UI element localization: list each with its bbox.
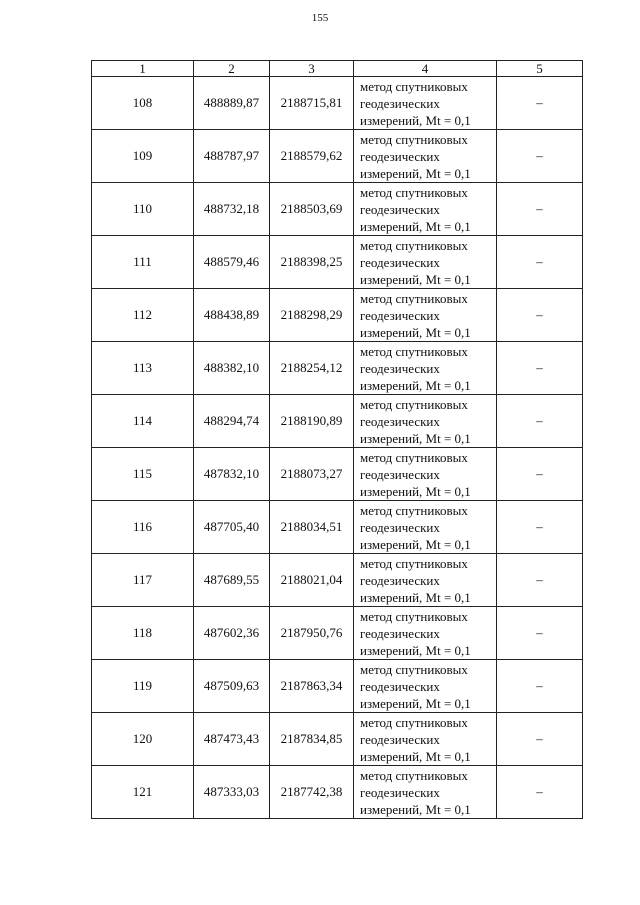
column-header-1: 1 (92, 61, 194, 77)
table-row (92, 236, 583, 289)
column-header-3: 3 (270, 61, 354, 77)
note-cell: – (497, 554, 583, 607)
x-coordinate-cell: 488889,87 (194, 77, 270, 130)
method-line: геодезических (360, 307, 440, 323)
method-cell (354, 554, 497, 607)
method-cell (354, 448, 497, 501)
method-line: геодезических (360, 201, 440, 217)
table-row (92, 713, 583, 766)
method-cell (354, 183, 497, 236)
column-header-5: 5 (497, 61, 583, 77)
note-cell: – (497, 77, 583, 130)
note-cell: – (497, 342, 583, 395)
y-coordinate-cell: 2188190,89 (270, 395, 354, 448)
point-number-cell: 109 (92, 130, 194, 183)
note-cell: – (497, 183, 583, 236)
table-row (92, 77, 583, 130)
y-coordinate-cell: 2188398,25 (270, 236, 354, 289)
method-line: геодезических (360, 148, 440, 164)
table-row (92, 342, 583, 395)
method-line: геодезических (360, 572, 440, 588)
x-coordinate-cell: 487689,55 (194, 554, 270, 607)
method-line: геодезических (360, 625, 440, 641)
point-number-cell: 118 (92, 607, 194, 660)
column-header-4: 4 (354, 61, 497, 77)
method-line: измерений, Mt = 0,1 (360, 642, 471, 658)
method-cell (354, 766, 497, 819)
method-line: метод спутниковых (360, 555, 468, 571)
table-header-row (92, 61, 583, 77)
table-row (92, 660, 583, 713)
note-cell: – (497, 660, 583, 713)
method-line: геодезических (360, 466, 440, 482)
method-line: метод спутниковых (360, 767, 468, 783)
x-coordinate-cell: 488438,89 (194, 289, 270, 342)
x-coordinate-cell: 488294,74 (194, 395, 270, 448)
method-line: измерений, Mt = 0,1 (360, 165, 471, 181)
method-line: метод спутниковых (360, 131, 468, 147)
method-line: метод спутниковых (360, 343, 468, 359)
y-coordinate-cell: 2187950,76 (270, 607, 354, 660)
point-number-cell: 119 (92, 660, 194, 713)
note-cell: – (497, 130, 583, 183)
method-cell (354, 395, 497, 448)
method-line: измерений, Mt = 0,1 (360, 324, 471, 340)
table-row (92, 183, 583, 236)
point-number-cell: 112 (92, 289, 194, 342)
point-number-cell: 111 (92, 236, 194, 289)
table-row (92, 501, 583, 554)
y-coordinate-cell: 2188034,51 (270, 501, 354, 554)
method-line: измерений, Mt = 0,1 (360, 271, 471, 287)
x-coordinate-cell: 488579,46 (194, 236, 270, 289)
method-cell (354, 342, 497, 395)
y-coordinate-cell: 2188298,29 (270, 289, 354, 342)
point-number-cell: 117 (92, 554, 194, 607)
method-cell (354, 660, 497, 713)
method-cell (354, 236, 497, 289)
method-line: измерений, Mt = 0,1 (360, 801, 471, 817)
table-row (92, 448, 583, 501)
method-cell (354, 713, 497, 766)
method-line: измерений, Mt = 0,1 (360, 695, 471, 711)
table-row (92, 554, 583, 607)
table-body (92, 77, 583, 819)
point-number-cell: 115 (92, 448, 194, 501)
method-cell (354, 289, 497, 342)
note-cell: – (497, 766, 583, 819)
method-line: измерений, Mt = 0,1 (360, 377, 471, 393)
method-line: метод спутниковых (360, 449, 468, 465)
x-coordinate-cell: 487705,40 (194, 501, 270, 554)
table-row (92, 395, 583, 448)
method-line: измерений, Mt = 0,1 (360, 748, 471, 764)
method-line: измерений, Mt = 0,1 (360, 218, 471, 234)
method-line: измерений, Mt = 0,1 (360, 112, 471, 128)
method-line: геодезических (360, 360, 440, 376)
x-coordinate-cell: 488732,18 (194, 183, 270, 236)
method-line: измерений, Mt = 0,1 (360, 483, 471, 499)
y-coordinate-cell: 2188073,27 (270, 448, 354, 501)
x-coordinate-cell: 487509,63 (194, 660, 270, 713)
table-row (92, 766, 583, 819)
point-number-cell: 121 (92, 766, 194, 819)
y-coordinate-cell: 2187834,85 (270, 713, 354, 766)
method-line: геодезических (360, 95, 440, 111)
y-coordinate-cell: 2188021,04 (270, 554, 354, 607)
method-cell (354, 501, 497, 554)
method-line: метод спутниковых (360, 714, 468, 730)
table-row (92, 607, 583, 660)
method-line: метод спутниковых (360, 661, 468, 677)
method-line: геодезических (360, 678, 440, 694)
point-number-cell: 113 (92, 342, 194, 395)
y-coordinate-cell: 2188254,12 (270, 342, 354, 395)
method-line: метод спутниковых (360, 502, 468, 518)
note-cell: – (497, 448, 583, 501)
method-cell (354, 130, 497, 183)
y-coordinate-cell: 2188579,62 (270, 130, 354, 183)
method-line: геодезических (360, 784, 440, 800)
point-number-cell: 108 (92, 77, 194, 130)
x-coordinate-cell: 488787,97 (194, 130, 270, 183)
method-line: геодезических (360, 254, 440, 270)
point-number-cell: 110 (92, 183, 194, 236)
method-line: метод спутниковых (360, 237, 468, 253)
point-number-cell: 116 (92, 501, 194, 554)
method-line: геодезических (360, 731, 440, 747)
method-line: геодезических (360, 413, 440, 429)
page-number: 155 (311, 12, 329, 24)
coordinates-table (91, 60, 583, 819)
y-coordinate-cell: 2188715,81 (270, 77, 354, 130)
x-coordinate-cell: 487473,43 (194, 713, 270, 766)
method-cell (354, 77, 497, 130)
table-row (92, 130, 583, 183)
y-coordinate-cell: 2187742,38 (270, 766, 354, 819)
point-number-cell: 120 (92, 713, 194, 766)
method-line: геодезических (360, 519, 440, 535)
note-cell: – (497, 289, 583, 342)
method-line: измерений, Mt = 0,1 (360, 430, 471, 446)
note-cell: – (497, 501, 583, 554)
x-coordinate-cell: 488382,10 (194, 342, 270, 395)
note-cell: – (497, 713, 583, 766)
note-cell: – (497, 395, 583, 448)
point-number-cell: 114 (92, 395, 194, 448)
y-coordinate-cell: 2188503,69 (270, 183, 354, 236)
x-coordinate-cell: 487333,03 (194, 766, 270, 819)
y-coordinate-cell: 2187863,34 (270, 660, 354, 713)
method-line: метод спутниковых (360, 78, 468, 94)
table-row (92, 289, 583, 342)
column-header-2: 2 (194, 61, 270, 77)
note-cell: – (497, 607, 583, 660)
method-line: измерений, Mt = 0,1 (360, 536, 471, 552)
x-coordinate-cell: 487832,10 (194, 448, 270, 501)
x-coordinate-cell: 487602,36 (194, 607, 270, 660)
method-line: метод спутниковых (360, 290, 468, 306)
method-cell (354, 607, 497, 660)
method-line: метод спутниковых (360, 396, 468, 412)
method-line: измерений, Mt = 0,1 (360, 589, 471, 605)
note-cell: – (497, 236, 583, 289)
method-line: метод спутниковых (360, 608, 468, 624)
method-line: метод спутниковых (360, 184, 468, 200)
